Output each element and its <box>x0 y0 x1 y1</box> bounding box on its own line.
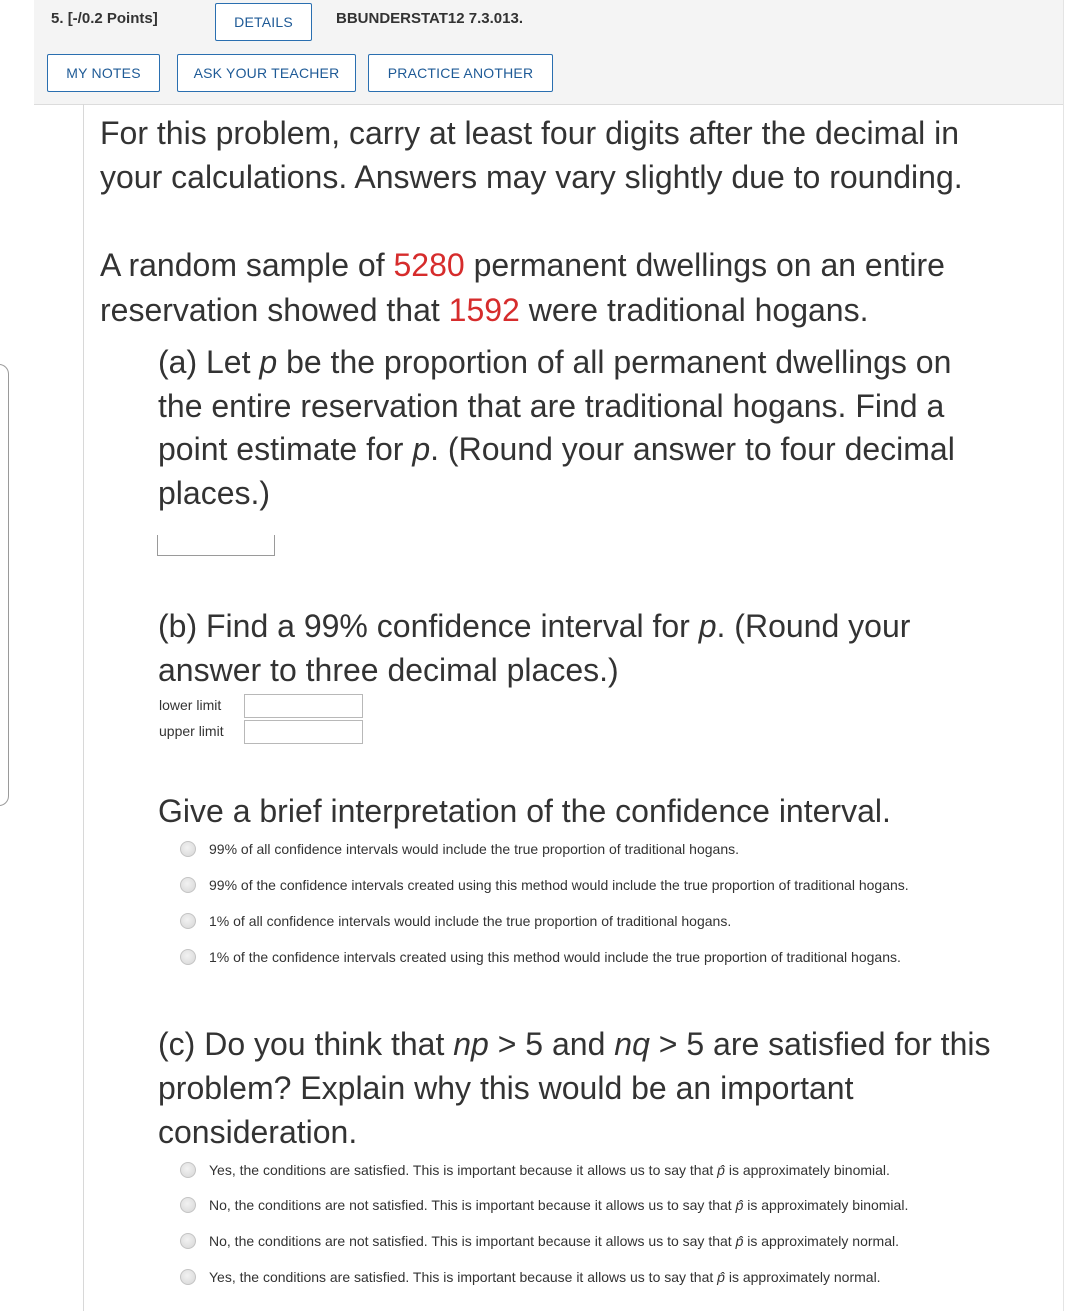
option-text: is approximately normal. <box>743 1233 899 1249</box>
interpretation-option-1[interactable] <box>180 836 739 862</box>
option-label: 1% of the confidence intervals created using this method would include the true proportion of traditional hogans. <box>209 949 901 965</box>
option-label <box>209 1197 908 1213</box>
part-b-text: (b) Find a 99% confidence interval for <box>158 608 699 644</box>
my-notes-button[interactable]: MY NOTES <box>47 54 160 92</box>
part-a-text: . (Round your answer to four decimal <box>430 431 955 467</box>
variable-p: p <box>698 608 717 644</box>
problem-line-1 <box>100 243 945 287</box>
conditions-option-2[interactable] <box>180 1192 908 1218</box>
intro-line-2: your calculations. Answers may vary slightly due to rounding. <box>100 159 963 195</box>
interpretation-option-2[interactable] <box>180 872 909 898</box>
p-hat-symbol: p̂ <box>735 1197 744 1213</box>
radio-button[interactable] <box>180 1197 196 1213</box>
part-b-text: . (Round your <box>716 608 911 644</box>
details-button[interactable]: DETAILS <box>215 3 312 41</box>
question-header <box>34 0 1063 105</box>
part-c-text: > 5 are satisfied for this <box>649 1026 991 1062</box>
part-c-line-1 <box>158 1022 990 1066</box>
radio-button[interactable] <box>180 841 196 857</box>
option-text: No, the conditions are not satisfied. This is important because it allows us to say that <box>209 1233 736 1249</box>
option-text: Yes, the conditions are satisfied. This is important because it allows us to say that <box>209 1162 718 1178</box>
question-number <box>51 10 158 27</box>
option-text: Yes, the conditions are satisfied. This is important because it allows us to say that <box>209 1269 718 1285</box>
p-hat-symbol: p̂ <box>735 1233 744 1249</box>
practice-another-button[interactable]: PRACTICE ANOTHER <box>368 54 553 92</box>
option-label <box>209 1162 890 1178</box>
variable-nq: nq <box>614 1026 650 1062</box>
ask-teacher-button[interactable]: ASK YOUR TEACHER <box>177 54 356 92</box>
problem-text: permanent dwellings on an entire <box>464 247 945 283</box>
option-text: is approximately binomial. <box>724 1162 890 1178</box>
problem-text: reservation showed that <box>100 292 449 328</box>
option-text: is approximately binomial. <box>743 1197 909 1213</box>
radio-button[interactable] <box>180 1162 196 1178</box>
part-a-text: be the proportion of all permanent dwellings on <box>277 344 952 380</box>
option-label <box>209 1269 881 1285</box>
intro-line-1: For this problem, carry at least four digits after the decimal in <box>100 115 960 151</box>
part-a-line-1 <box>158 340 951 384</box>
variable-p: p <box>412 431 431 467</box>
lower-limit-label: lower limit <box>159 697 222 713</box>
part-c-text: (c) Do you think that <box>158 1026 454 1062</box>
option-label <box>209 1233 899 1249</box>
content-right-border <box>1063 0 1064 1311</box>
part-a-line-4: places.) <box>158 475 271 511</box>
option-label: 99% of the confidence intervals created using this method would include the true proportion of traditional hogans. <box>209 877 909 893</box>
interpretation-option-4[interactable] <box>180 944 901 970</box>
option-label: 99% of all confidence intervals would include the true proportion of traditional hogans. <box>209 841 739 857</box>
part-a-line-3 <box>158 427 955 471</box>
conditions-option-3[interactable] <box>180 1228 899 1254</box>
question-id: BBUNDERSTAT12 7.3.013. <box>336 10 524 27</box>
problem-line-2 <box>100 288 868 332</box>
content-left-border <box>83 104 84 1311</box>
option-text: is approximately normal. <box>724 1269 881 1285</box>
lower-limit-input[interactable] <box>244 694 363 718</box>
part-b-line-1 <box>158 604 910 648</box>
part-a-text: (a) Let <box>158 344 260 380</box>
part-c-line-3: consideration. <box>158 1114 358 1150</box>
part-b-line-2: answer to three decimal places.) <box>158 652 619 688</box>
p-hat-symbol: p̂ <box>717 1269 725 1285</box>
radio-button[interactable] <box>180 913 196 929</box>
p-hat-symbol: p̂ <box>717 1162 725 1178</box>
radio-button[interactable] <box>180 877 196 893</box>
interpretation-title: Give a brief interpretation of the confidence interval. <box>158 793 891 829</box>
variable-p: p <box>259 344 278 380</box>
part-c-line-2: problem? Explain why this would be an important <box>158 1070 854 1106</box>
points-label: [-/0.2 Points] <box>67 10 158 27</box>
sample-size-value: 5280 <box>393 247 465 283</box>
upper-limit-label: upper limit <box>159 723 224 739</box>
radio-button[interactable] <box>180 949 196 965</box>
option-label: 1% of all confidence intervals would include the true proportion of traditional hogans. <box>209 913 732 929</box>
part-c-text: > 5 and <box>488 1026 615 1062</box>
upper-limit-input[interactable] <box>244 720 363 744</box>
problem-text: were traditional hogans. <box>519 292 869 328</box>
variable-np: np <box>453 1026 489 1062</box>
part-a-line-2: the entire reservation that are traditional hogans. Find a <box>158 388 945 424</box>
radio-button[interactable] <box>180 1233 196 1249</box>
radio-button[interactable] <box>180 1269 196 1285</box>
question-number-text: 5. <box>51 10 64 27</box>
interpretation-option-3[interactable] <box>180 908 731 934</box>
conditions-option-1[interactable] <box>180 1157 890 1183</box>
edge-handle[interactable] <box>0 364 9 806</box>
conditions-option-4[interactable] <box>180 1264 881 1290</box>
hogans-count-value: 1592 <box>448 292 520 328</box>
point-estimate-input[interactable] <box>157 535 275 556</box>
problem-text: A random sample of <box>100 247 394 283</box>
option-text: No, the conditions are not satisfied. This is important because it allows us to say that <box>209 1197 736 1213</box>
part-a-text: point estimate for <box>158 431 413 467</box>
